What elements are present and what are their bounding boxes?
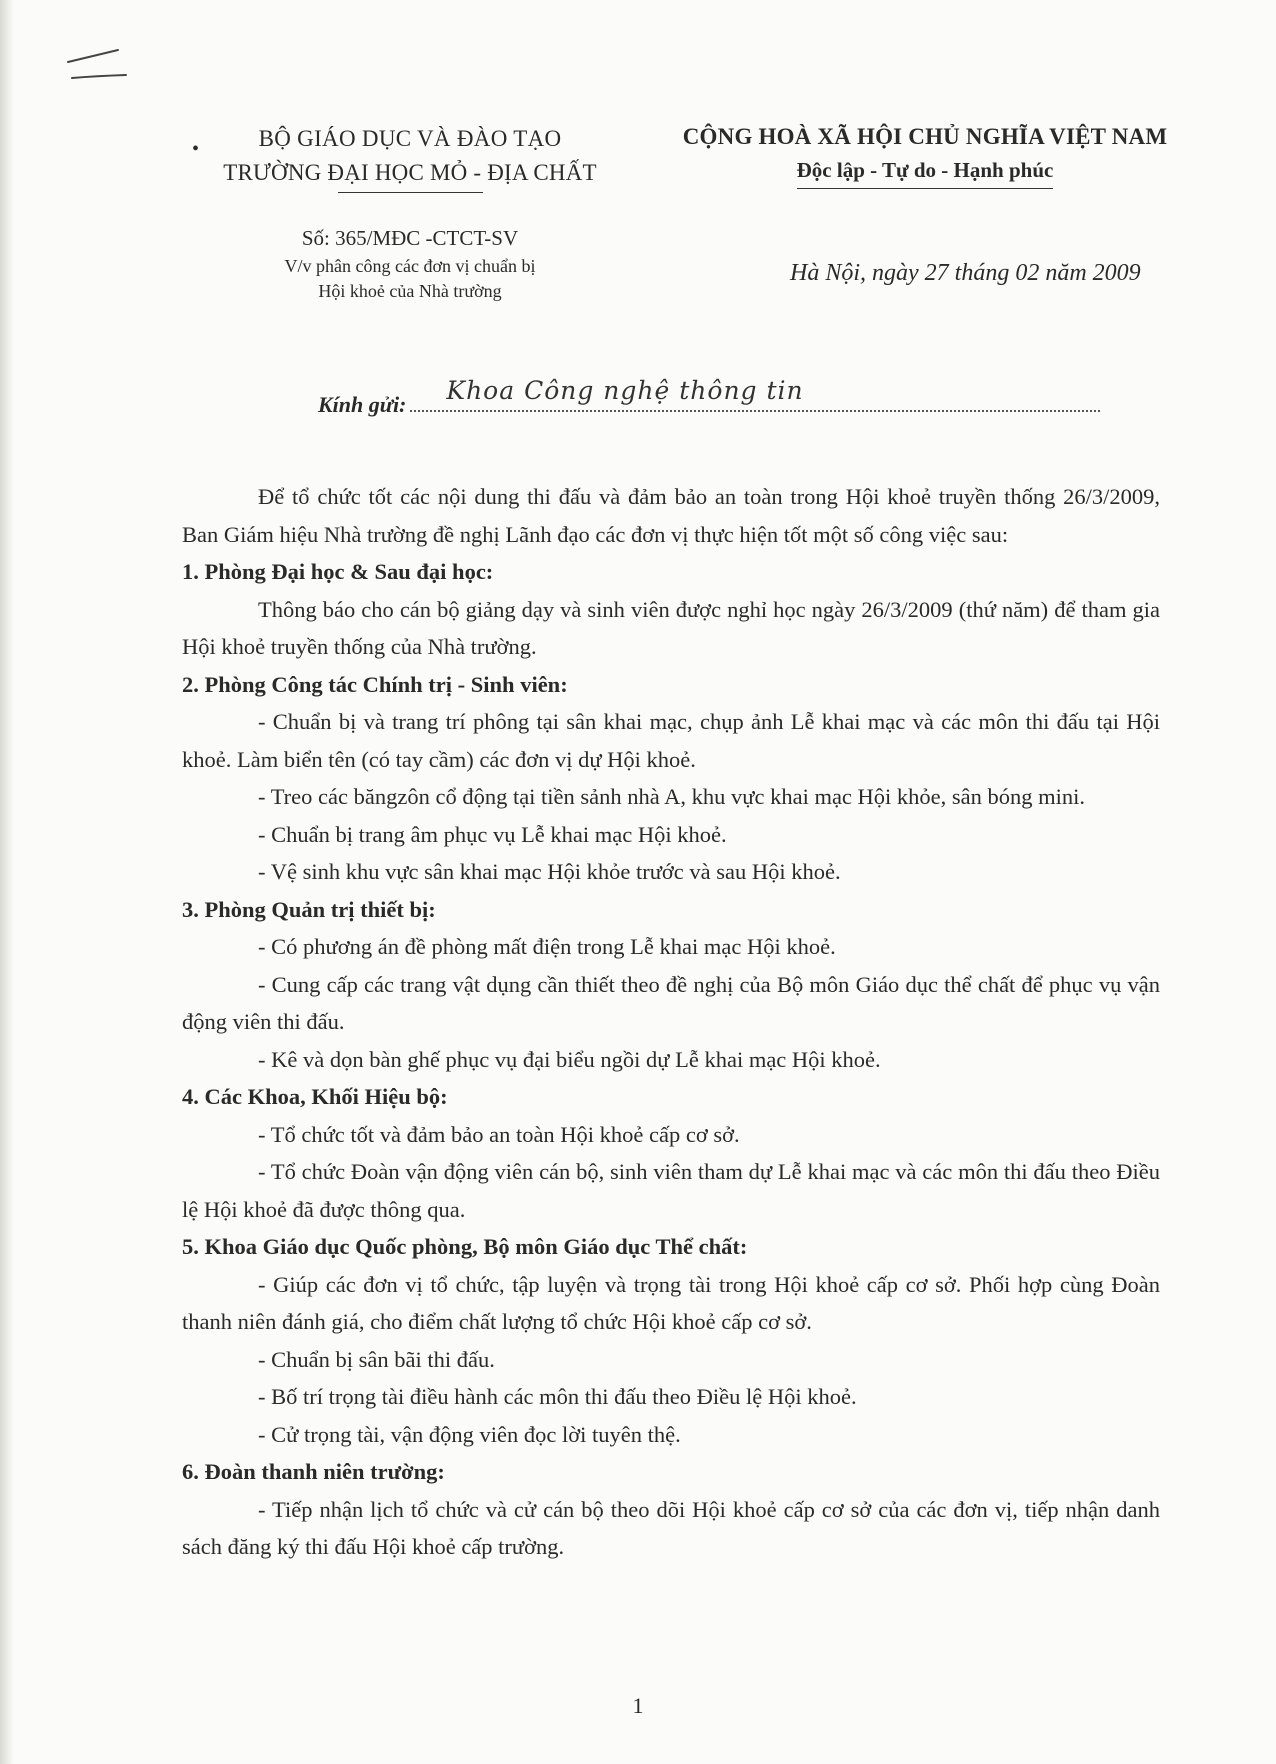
page-number: 1 [632,1693,644,1718]
section-1-title: 1. Phòng Đại học & Sau đại học: [182,559,494,584]
section-4-item: - Tổ chức tốt và đảm bảo an toàn Hội khoẻ cấp cơ sở. [258,1121,740,1147]
university-name: TRƯỜNG ĐẠI HỌC MỎ - ĐỊA CHẤT [223,160,597,185]
header-underline [338,192,483,193]
document-number: Số: 365/MĐC -CTCT-SV [301,226,519,250]
section-3-item: - Cung cấp các trang vật dụng cần thiết theo đề nghị của Bộ môn Giáo dục thể chất để phục vụ vận động viên thi đấu. [182,971,1160,1034]
document-reference [230,222,590,304]
section-2-item: - Chuẩn bị trang âm phục vụ Lễ khai mạc Hội khoẻ. [258,821,727,847]
section-2-item: - Chuẩn bị và trang trí phông tại sân khai mạc, chụp ảnh Lễ khai mạc và các môn thi đấu tại Hội khoẻ. Làm biển tên (có tay cầm) các đơn vị dự Hội khoẻ. [182,709,1160,772]
handwritten-mark [66,48,136,88]
subject-line-2: Hội khoẻ của Nhà trường [318,281,502,301]
section-5-title: 5. Khoa Giáo dục Quốc phòng, Bộ môn Giáo dục Thể chất: [182,1234,748,1259]
recipient-label: Kính gửi: [318,392,407,417]
section-2-title: 2. Phòng Công tác Chính trị - Sinh viên: [182,671,568,697]
recipient-dotted-line [410,376,1100,412]
country-name: CỘNG HOÀ XÃ HỘI CHỦ NGHĨA VIỆT NAM [682,124,1168,149]
section-5-item: - Chuẩn bị sân bãi thi đấu. [258,1346,495,1372]
scan-edge-shadow [0,0,14,1764]
issuer-header [180,122,640,193]
section-5-item: - Cử trọng tài, vận động viên đọc lời tuyên thệ. [258,1421,681,1447]
section-4-item: - Tổ chức Đoàn vận động viên cán bộ, sinh viên tham dự Lễ khai mạc và các môn thi đấu theo Điều lệ Hội khoẻ đã được thông qua. [182,1159,1160,1222]
section-5-item: - Bố trí trọng tài điều hành các môn thi đấu theo Điều lệ Hội khoẻ. [258,1384,857,1409]
section-3-item: - Kê và dọn bàn ghế phục vụ đại biểu ngồi dự Lễ khai mạc Hội khoẻ. [258,1046,881,1072]
section-4-title: 4. Các Khoa, Khối Hiệu bộ: [182,1084,448,1109]
section-6-item: - Tiếp nhận lịch tổ chức và cử cán bộ theo dõi Hội khoẻ cấp cơ sở của các đơn vị, tiếp nhận danh sách đăng ký thi đấu Hội khoẻ cấp trường. [182,1496,1160,1559]
section-2-item: - Treo các băngzôn cổ động tại tiền sảnh nhà A, khu vực khai mạc Hội khỏe, sân bóng mini. [258,784,1086,809]
section-5-item: - Giúp các đơn vị tổ chức, tập luyện và trọng tài trong Hội khoẻ cấp cơ sở. Phối hợp cùng Đoàn thanh niên đánh giá, cho điểm chất lượng tổ chức Hội khoẻ cấp cơ sở. [182,1271,1160,1334]
national-header [650,120,1200,189]
section-3-item: - Có phương án đề phòng mất điện trong Lễ khai mạc Hội khoẻ. [258,934,836,959]
section-1-item: Thông báo cho cán bộ giảng dạy và sinh viên được nghỉ học ngày 26/3/2009 (thứ năm) để tham gia Hội khoẻ truyền thống của Nhà trường. [182,596,1160,659]
intro-paragraph: Để tổ chức tốt các nội dung thi đấu và đảm bảo an toàn trong Hội khoẻ truyền thống 26/3/2009, Ban Giám hiệu Nhà trường đề nghị Lãnh đạo các đơn vị thực hiện tốt một số công việc sau: [182,484,1160,547]
section-6-title: 6. Đoàn thanh niên trường: [182,1459,445,1484]
recipient-line [318,376,1100,422]
bullet-mark: • [192,138,200,160]
recipient-handwritten: Khoa Công nghệ thông tin [446,376,804,405]
document-date: Hà Nội, ngày 27 tháng 02 năm 2009 [790,260,1141,286]
ministry-name: BỘ GIÁO DỤC VÀ ĐÀO TẠO [258,126,562,151]
national-motto: Độc lập - Tự do - Hạnh phúc [797,154,1054,189]
section-3-title: 3. Phòng Quản trị thiết bị: [182,896,436,922]
subject-line-1: V/v phân công các đơn vị chuẩn bị [284,256,536,276]
section-2-item: - Vệ sinh khu vực sân khai mạc Hội khỏe trước và sau Hội khoẻ. [258,859,841,884]
document-body [182,478,1160,1566]
